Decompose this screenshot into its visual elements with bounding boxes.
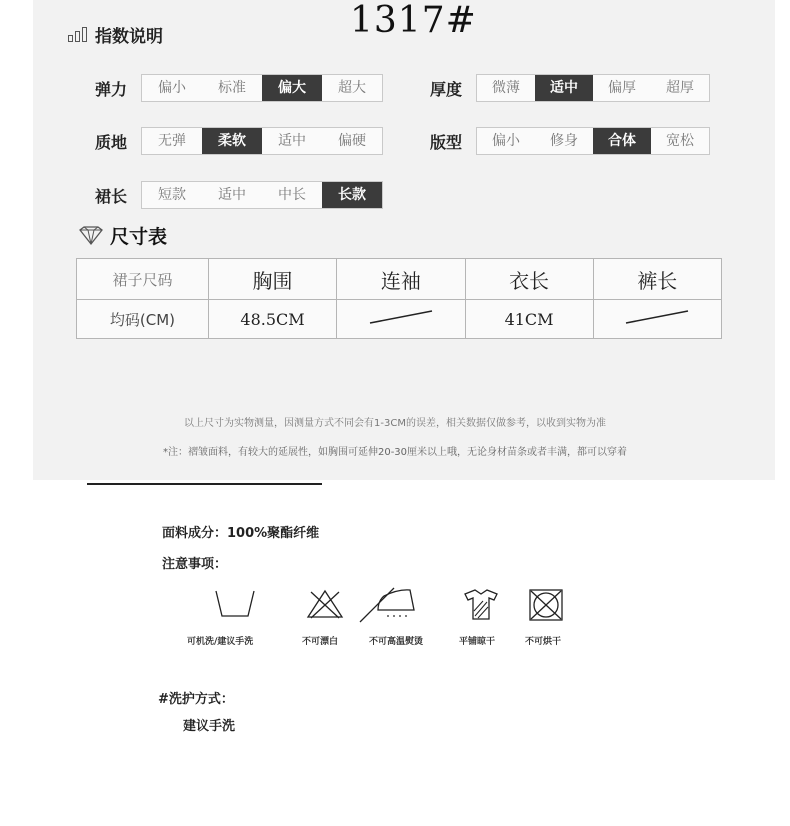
option: 超厚 xyxy=(666,80,694,96)
table-header: 连袖 xyxy=(337,259,465,300)
index-header xyxy=(68,22,163,47)
option-group xyxy=(141,127,383,155)
size-chart-title: 尺寸表 xyxy=(110,226,168,248)
table-header-row xyxy=(77,259,722,300)
diamond-icon xyxy=(78,226,104,246)
option-group xyxy=(476,127,710,155)
option-group xyxy=(476,74,710,102)
measurement-note: 以上尺寸为实物测量，因测量方式不同会有1-3CM的误差，相关数据仅做参考，以收到实物为准 xyxy=(184,418,606,429)
table-cell-empty xyxy=(593,300,721,339)
option-selected: 合体 xyxy=(593,128,651,154)
table-cell: 41CM xyxy=(465,300,593,339)
option: 偏硬 xyxy=(338,133,366,149)
table-cell: 均码(CM) xyxy=(77,300,209,339)
option: 超大 xyxy=(338,80,366,96)
index-row-texture xyxy=(95,127,383,155)
hand-wash-icon xyxy=(213,588,257,620)
option-selected: 柔软 xyxy=(202,128,262,154)
wash-method-title: #洗护方式： xyxy=(158,692,234,707)
option: 偏厚 xyxy=(608,80,636,96)
table-row xyxy=(77,300,722,339)
option-group xyxy=(141,74,383,102)
bar-chart-icon xyxy=(68,28,87,42)
index-row-length xyxy=(95,181,383,209)
dash-mark xyxy=(622,307,692,327)
no-bleach-icon xyxy=(305,588,345,620)
dry-flat-icon xyxy=(461,588,501,622)
care-label: 不可烘干 xyxy=(525,637,562,647)
divider xyxy=(87,483,322,485)
index-label: 弹力 xyxy=(95,79,128,99)
index-row-thickness xyxy=(430,74,710,102)
option: 无弹 xyxy=(158,133,186,149)
table-header: 胸围 xyxy=(208,259,336,300)
table-header: 衣长 xyxy=(465,259,593,300)
option: 短款 xyxy=(158,187,186,203)
option: 修身 xyxy=(550,133,578,149)
table-header: 裤长 xyxy=(593,259,721,300)
option: 标准 xyxy=(218,80,246,96)
option-selected: 适中 xyxy=(535,75,593,101)
care-label: 可机洗/建议手洗 xyxy=(187,637,254,647)
option: 适中 xyxy=(278,133,306,149)
size-chart-header xyxy=(78,222,167,249)
index-title: 指数说明 xyxy=(95,27,163,47)
table-cell-empty xyxy=(337,300,465,339)
no-tumble-dry-icon xyxy=(528,588,564,622)
index-label: 厚度 xyxy=(430,79,463,99)
dash-mark xyxy=(366,307,436,327)
index-label: 版型 xyxy=(430,132,463,152)
care-title: 注意事项： xyxy=(162,557,228,572)
option: 偏小 xyxy=(492,133,520,149)
fabric-stretch-note: *注：褶皱面料，有较大的延展性，如胸围可延伸20-30厘米以上哦，无论身材苗条或者丰满，都可以穿着 xyxy=(162,447,628,458)
option-selected: 长款 xyxy=(322,182,382,208)
option-selected: 偏大 xyxy=(262,75,322,101)
size-table xyxy=(76,258,722,339)
index-row-elasticity xyxy=(95,74,383,102)
option: 微薄 xyxy=(492,80,520,96)
option: 宽松 xyxy=(666,133,694,149)
table-cell: 48.5CM xyxy=(208,300,336,339)
care-label: 平铺晾干 xyxy=(459,637,496,647)
option: 适中 xyxy=(218,187,246,203)
index-label: 裙长 xyxy=(95,186,128,206)
fabric-composition: 面料成分：100%聚酯纤维 xyxy=(162,526,320,541)
index-row-fit xyxy=(430,127,710,155)
option: 中长 xyxy=(278,187,306,203)
no-high-heat-iron-icon xyxy=(358,584,430,624)
option-group xyxy=(141,181,383,209)
index-label: 质地 xyxy=(95,132,128,152)
care-label: 不可漂白 xyxy=(302,637,339,647)
option: 偏小 xyxy=(158,80,186,96)
care-label: 不可高温熨烫 xyxy=(369,637,424,647)
wash-method-value: 建议手洗 xyxy=(183,719,236,734)
product-code: 1317# xyxy=(350,0,477,41)
table-header: 裙子尺码 xyxy=(77,259,209,300)
